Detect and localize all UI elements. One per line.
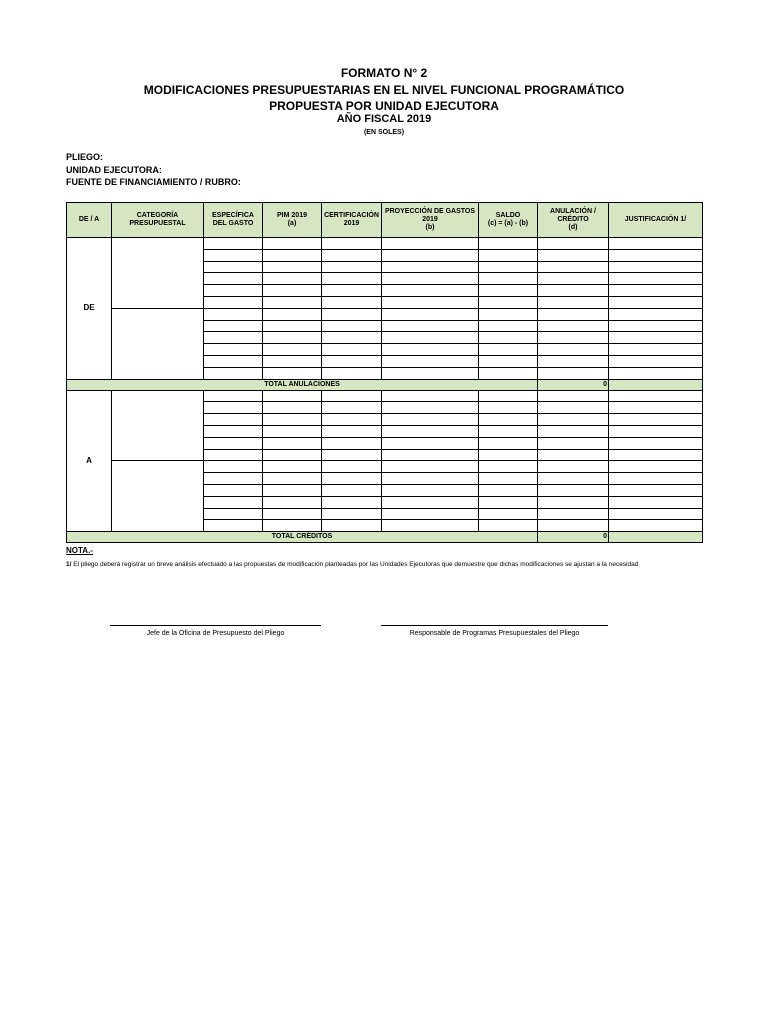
- table-cell[interactable]: [322, 367, 382, 379]
- table-cell[interactable]: [263, 273, 322, 285]
- table-cell[interactable]: [609, 461, 703, 473]
- table-cell[interactable]: [322, 261, 382, 273]
- signature-label-right: Responsable de Programas Presupuestales del Pliego: [409, 630, 580, 637]
- section-a-label: A: [67, 390, 112, 532]
- table-cell[interactable]: [204, 508, 263, 520]
- table-cell[interactable]: [609, 344, 703, 356]
- table-cell[interactable]: [263, 320, 322, 332]
- table-cell[interactable]: [204, 473, 263, 485]
- table-cell[interactable]: [609, 520, 703, 532]
- total-creditos-label: TOTAL CRÉDITOS: [67, 532, 538, 543]
- table-cell[interactable]: [322, 332, 382, 344]
- table-cell[interactable]: [322, 296, 382, 308]
- field-fuente-financiamiento: FUENTE DE FINANCIAMIENTO / RUBRO:: [66, 177, 241, 187]
- table-cell[interactable]: [322, 238, 382, 250]
- table-cell[interactable]: [204, 249, 263, 261]
- table-cell[interactable]: [382, 496, 479, 508]
- col-header-anulacion-credito: ANULACIÓN / CRÉDITO (d): [538, 203, 609, 238]
- formato-number: FORMATO N° 2: [340, 66, 428, 80]
- field-pliego: PLIEGO:: [66, 152, 104, 162]
- table-cell[interactable]: [479, 520, 538, 532]
- total-anulaciones-justificacion: [609, 379, 703, 390]
- table-cell[interactable]: [609, 249, 703, 261]
- table-cell[interactable]: [382, 414, 479, 426]
- table-cell[interactable]: [538, 249, 609, 261]
- table-cell[interactable]: [538, 332, 609, 344]
- table-cell[interactable]: [322, 473, 382, 485]
- table-cell[interactable]: [382, 355, 479, 367]
- table-cell[interactable]: [479, 332, 538, 344]
- col-header-saldo: SALDO (c) = (a) - (b): [479, 203, 538, 238]
- total-anulaciones-row: [67, 379, 703, 390]
- table-cell[interactable]: [538, 261, 609, 273]
- categoria-cell[interactable]: [112, 238, 204, 309]
- table-cell[interactable]: [538, 238, 609, 250]
- table-cell[interactable]: [479, 273, 538, 285]
- table-cell[interactable]: [538, 344, 609, 356]
- table-header-row: [67, 203, 703, 238]
- table-cell[interactable]: [263, 238, 322, 250]
- document-subtitle: PROPUESTA POR UNIDAD EJECUTORA: [269, 99, 499, 113]
- table-cell[interactable]: [204, 238, 263, 250]
- table-cell[interactable]: [263, 437, 322, 449]
- table-cell[interactable]: [263, 473, 322, 485]
- col-header-categoria: CATEGORÍA PRESUPUESTAL: [112, 203, 204, 238]
- table-cell[interactable]: [263, 261, 322, 273]
- table-cell[interactable]: [322, 437, 382, 449]
- table-cell[interactable]: [204, 449, 263, 461]
- table-cell[interactable]: [204, 261, 263, 273]
- table-cell[interactable]: [322, 249, 382, 261]
- table-cell[interactable]: [538, 461, 609, 473]
- table-cell[interactable]: [382, 296, 479, 308]
- table-cell[interactable]: [538, 520, 609, 532]
- table-cell[interactable]: [609, 390, 703, 402]
- table-cell[interactable]: [609, 437, 703, 449]
- table-cell[interactable]: [479, 261, 538, 273]
- table-cell[interactable]: [204, 320, 263, 332]
- footnote: [66, 561, 638, 568]
- table-cell[interactable]: [382, 332, 479, 344]
- table-cell[interactable]: [609, 296, 703, 308]
- table-cell[interactable]: [204, 296, 263, 308]
- table-cell[interactable]: [204, 308, 263, 320]
- signature-line-right: [381, 625, 608, 626]
- table-cell[interactable]: [382, 285, 479, 297]
- categoria-cell[interactable]: [112, 461, 204, 532]
- table-cell[interactable]: [382, 273, 479, 285]
- total-creditos-value: 0: [538, 532, 609, 543]
- table-cell[interactable]: [609, 238, 703, 250]
- table-cell[interactable]: [479, 473, 538, 485]
- table-cell[interactable]: [322, 520, 382, 532]
- table-cell[interactable]: [263, 402, 322, 414]
- table-cell[interactable]: [263, 367, 322, 379]
- table-cell[interactable]: [538, 496, 609, 508]
- table-cell[interactable]: [204, 367, 263, 379]
- table-cell[interactable]: [204, 461, 263, 473]
- table-cell[interactable]: [382, 320, 479, 332]
- budget-table: [66, 202, 703, 543]
- table-cell[interactable]: [479, 344, 538, 356]
- table-cell[interactable]: [609, 285, 703, 297]
- footnote-text: El pliego deberá registrar un breve análisis efectuado a las propuestas de modificación planteadas por las Unidades Ejecutoras que demuestre que dichas modificaciones se ajustan a la necesidad: [71, 561, 639, 568]
- table-cell[interactable]: [382, 249, 479, 261]
- col-header-especifica: ESPECÍFICA DEL GASTO: [204, 203, 263, 238]
- table-cell[interactable]: [204, 425, 263, 437]
- table-cell[interactable]: [204, 332, 263, 344]
- table-cell[interactable]: [322, 285, 382, 297]
- table-cell[interactable]: [479, 367, 538, 379]
- table-cell[interactable]: [322, 508, 382, 520]
- table-cell[interactable]: [609, 402, 703, 414]
- signature-line-left: [110, 625, 321, 626]
- table-cell[interactable]: [479, 308, 538, 320]
- total-creditos-row: [67, 532, 703, 543]
- table-cell[interactable]: [538, 508, 609, 520]
- table-cell[interactable]: [204, 437, 263, 449]
- signature-label-left: Jefe de la Oficina de Presupuesto del Pliego: [146, 630, 285, 637]
- table-cell[interactable]: [382, 437, 479, 449]
- table-cell[interactable]: [322, 449, 382, 461]
- table-cell[interactable]: [538, 367, 609, 379]
- table-cell[interactable]: [609, 320, 703, 332]
- table-cell[interactable]: [204, 344, 263, 356]
- table-cell[interactable]: [538, 484, 609, 496]
- table-cell[interactable]: [263, 308, 322, 320]
- table-cell[interactable]: [479, 390, 538, 402]
- table-cell[interactable]: [538, 320, 609, 332]
- fiscal-year: AÑO FISCAL 2019: [336, 113, 432, 125]
- table-cell[interactable]: [263, 414, 322, 426]
- table-cell[interactable]: [382, 261, 479, 273]
- table-cell[interactable]: [204, 273, 263, 285]
- nota-label: NOTA.-: [66, 546, 93, 555]
- table-cell[interactable]: [263, 249, 322, 261]
- table-cell[interactable]: [263, 461, 322, 473]
- currency-units: (EN SOLES): [363, 129, 405, 136]
- categoria-cell[interactable]: [112, 308, 204, 379]
- table-cell[interactable]: [322, 461, 382, 473]
- table-cell[interactable]: [479, 414, 538, 426]
- table-cell[interactable]: [479, 461, 538, 473]
- table-cell[interactable]: [479, 249, 538, 261]
- table-cell[interactable]: [382, 308, 479, 320]
- table-cell[interactable]: [322, 344, 382, 356]
- table-cell[interactable]: [204, 390, 263, 402]
- table-cell[interactable]: [479, 402, 538, 414]
- table-cell[interactable]: [538, 296, 609, 308]
- table-cell[interactable]: [479, 484, 538, 496]
- table-cell[interactable]: [322, 425, 382, 437]
- table-row: [67, 461, 703, 473]
- table-cell[interactable]: [538, 285, 609, 297]
- table-cell[interactable]: [204, 484, 263, 496]
- table-cell[interactable]: [382, 238, 479, 250]
- col-header-justificacion: JUSTIFICACIÓN 1/: [609, 203, 703, 238]
- col-header-de-a: DE / A: [67, 203, 112, 238]
- table-cell[interactable]: [263, 296, 322, 308]
- table-cell[interactable]: [322, 390, 382, 402]
- table-cell[interactable]: [479, 437, 538, 449]
- table-cell[interactable]: [204, 520, 263, 532]
- table-cell[interactable]: [538, 402, 609, 414]
- table-cell[interactable]: [204, 414, 263, 426]
- col-header-proyeccion: PROYECCIÓN DE GASTOS 2019 (b): [382, 203, 479, 238]
- table-cell[interactable]: [263, 390, 322, 402]
- table-cell[interactable]: [538, 390, 609, 402]
- table-cell[interactable]: [263, 344, 322, 356]
- table-cell[interactable]: [479, 425, 538, 437]
- table-cell[interactable]: [479, 296, 538, 308]
- table-cell[interactable]: [322, 308, 382, 320]
- table-cell[interactable]: [382, 425, 479, 437]
- footnote-marker: 1/: [66, 561, 72, 568]
- table-cell[interactable]: [479, 285, 538, 297]
- table-cell[interactable]: [382, 520, 479, 532]
- table-cell[interactable]: [382, 508, 479, 520]
- table-cell[interactable]: [263, 508, 322, 520]
- table-cell[interactable]: [263, 425, 322, 437]
- table-cell[interactable]: [382, 473, 479, 485]
- table-cell[interactable]: [322, 414, 382, 426]
- table-cell[interactable]: [263, 332, 322, 344]
- table-cell[interactable]: [479, 449, 538, 461]
- table-cell[interactable]: [538, 414, 609, 426]
- table-cell[interactable]: [538, 273, 609, 285]
- table-cell[interactable]: [263, 484, 322, 496]
- table-cell[interactable]: [322, 273, 382, 285]
- table-cell[interactable]: [322, 320, 382, 332]
- table-cell[interactable]: [479, 508, 538, 520]
- table-cell[interactable]: [322, 496, 382, 508]
- col-header-certificacion: CERTIFICACIÓN 2019: [322, 203, 382, 238]
- document-title: MODIFICACIONES PRESUPUESTARIAS EN EL NIVEL FUNCIONAL PROGRAMÁTICO: [143, 83, 625, 97]
- table-cell[interactable]: [538, 437, 609, 449]
- table-cell[interactable]: [263, 449, 322, 461]
- table-cell[interactable]: [382, 449, 479, 461]
- total-creditos-justificacion: [609, 532, 703, 543]
- table-cell[interactable]: [382, 484, 479, 496]
- table-row: [67, 390, 703, 402]
- table-cell[interactable]: [204, 355, 263, 367]
- table-cell[interactable]: [382, 461, 479, 473]
- table-cell[interactable]: [263, 285, 322, 297]
- table-cell[interactable]: [609, 473, 703, 485]
- table-cell[interactable]: [609, 273, 703, 285]
- table-cell[interactable]: [382, 390, 479, 402]
- col-header-pim: PIM 2019 (a): [263, 203, 322, 238]
- table-cell[interactable]: [263, 496, 322, 508]
- section-de-label: DE: [67, 238, 112, 380]
- categoria-cell[interactable]: [112, 390, 204, 461]
- table-cell[interactable]: [609, 449, 703, 461]
- table-cell[interactable]: [538, 449, 609, 461]
- table-cell[interactable]: [609, 414, 703, 426]
- table-cell[interactable]: [609, 261, 703, 273]
- table-cell[interactable]: [479, 238, 538, 250]
- table-cell[interactable]: [609, 355, 703, 367]
- table-cell[interactable]: [479, 496, 538, 508]
- table-cell[interactable]: [538, 473, 609, 485]
- table-cell[interactable]: [204, 402, 263, 414]
- table-cell[interactable]: [322, 355, 382, 367]
- table-cell[interactable]: [609, 425, 703, 437]
- table-row: [67, 308, 703, 320]
- table-row: [67, 238, 703, 250]
- table-cell[interactable]: [609, 367, 703, 379]
- table-cell[interactable]: [609, 308, 703, 320]
- table-cell[interactable]: [538, 355, 609, 367]
- table-cell[interactable]: [609, 508, 703, 520]
- table-cell[interactable]: [538, 425, 609, 437]
- table-cell[interactable]: [382, 367, 479, 379]
- table-cell[interactable]: [479, 320, 538, 332]
- table-cell[interactable]: [609, 332, 703, 344]
- table-cell[interactable]: [609, 496, 703, 508]
- table-cell[interactable]: [263, 355, 322, 367]
- table-cell[interactable]: [479, 355, 538, 367]
- table-cell[interactable]: [609, 484, 703, 496]
- table-cell[interactable]: [538, 308, 609, 320]
- total-anulaciones-label: TOTAL ANULACIONES: [67, 379, 538, 390]
- table-cell[interactable]: [204, 496, 263, 508]
- table-cell[interactable]: [322, 402, 382, 414]
- table-cell[interactable]: [382, 344, 479, 356]
- field-unidad-ejecutora: UNIDAD EJECUTORA:: [66, 165, 162, 175]
- table-cell[interactable]: [263, 520, 322, 532]
- table-cell[interactable]: [322, 484, 382, 496]
- table-cell[interactable]: [382, 402, 479, 414]
- total-anulaciones-value: 0: [538, 379, 609, 390]
- table-cell[interactable]: [204, 285, 263, 297]
